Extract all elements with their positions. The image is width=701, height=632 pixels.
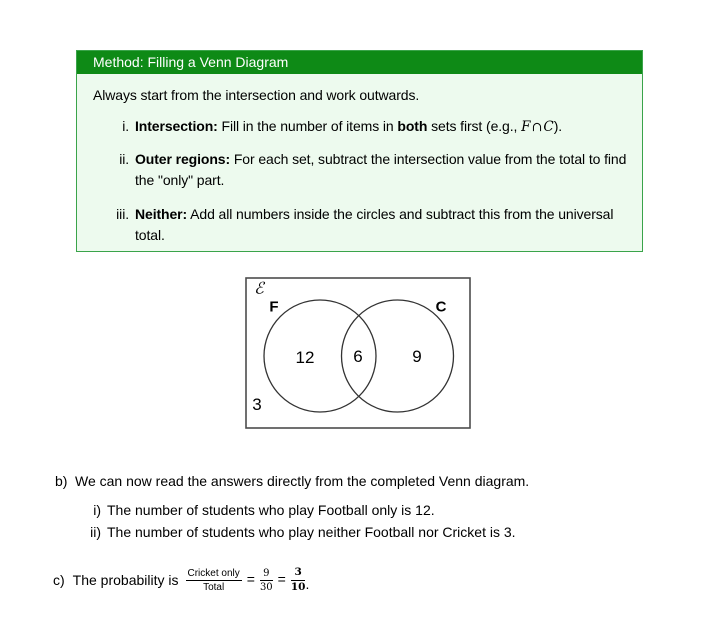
method-box-title: Method: Filling a Venn Diagram [77,51,642,74]
method-box-body [77,74,642,251]
fraction-denominator: Total [203,581,225,593]
method-box [76,50,643,252]
method-item-neither [93,204,634,246]
venn-cricket-only-value: 9 [412,347,422,366]
method-item-number: iii. [116,206,129,222]
math-set-c: C [543,119,554,135]
probability-fraction-9-30 [260,568,273,593]
method-item-segment: Add all numbers inside the circles and subtract this from the universal total. [135,206,614,243]
method-item-close: ). [553,118,563,134]
set-c-label: C [435,298,447,316]
math-set-f: F [521,119,531,135]
fraction-denominator: 30 [259,581,273,593]
part-b-subitem-ii [0,522,680,543]
fraction-numerator: 3 [291,567,306,581]
part-c-lead-text: The probability is [72,572,179,589]
method-item-bold-word: both [397,118,428,134]
part-b-subitem-i [0,500,680,521]
venn-neither-value: 3 [252,395,262,414]
fraction-numerator: Cricket only [187,567,240,579]
set-f-label: F [269,298,279,316]
method-item-lead: Outer regions: [135,151,231,167]
part-c-section [53,567,309,593]
intersection-operator: ∩ [531,120,543,135]
sentence-period: . [305,576,310,593]
method-item-number: ii. [119,151,129,167]
subitem-number: ii) [90,524,101,540]
subitem-text: The number of students who play neither Football nor Cricket is 3. [107,524,516,540]
method-item-text [135,116,562,138]
method-item-lead: Intersection: [135,118,218,134]
equals-sign: = [277,571,286,588]
part-b-main-line [0,471,680,492]
part-c-label: c) [53,572,65,589]
part-b-section [0,471,680,543]
method-item-intersection [93,116,634,138]
subitem-text: The number of students who play Football only is 12. [107,502,435,518]
method-item-number: i. [122,118,129,134]
equals-sign: = [246,571,255,588]
venn-diagram [245,277,471,429]
method-item-lead: Neither: [135,206,188,222]
venn-football-only-value: 12 [295,348,315,367]
subitem-number: i) [93,502,101,518]
method-item-text [135,204,634,246]
method-item-segment: sets first (e.g., [431,118,518,134]
venn-intersection-value: 6 [353,347,363,366]
fraction-denominator: 10 [290,580,306,593]
fraction-numerator: 9 [260,568,273,581]
method-item-segment: Fill in the number of items in [221,118,394,134]
part-b-text: We can now read the answers directly from the completed Venn diagram. [75,473,530,489]
method-item-outer-regions [93,149,634,191]
probability-fraction-3-10 [291,567,306,593]
probability-word-fraction [186,568,242,593]
method-intro: Always start from the intersection and work outwards. [93,87,420,103]
part-b-label: b) [55,473,68,489]
method-item-segment: For each set, subtract the intersection value from the total to find the "only" part. [135,151,627,188]
universal-set-symbol: ℰ [254,278,264,298]
method-item-text [135,149,634,191]
